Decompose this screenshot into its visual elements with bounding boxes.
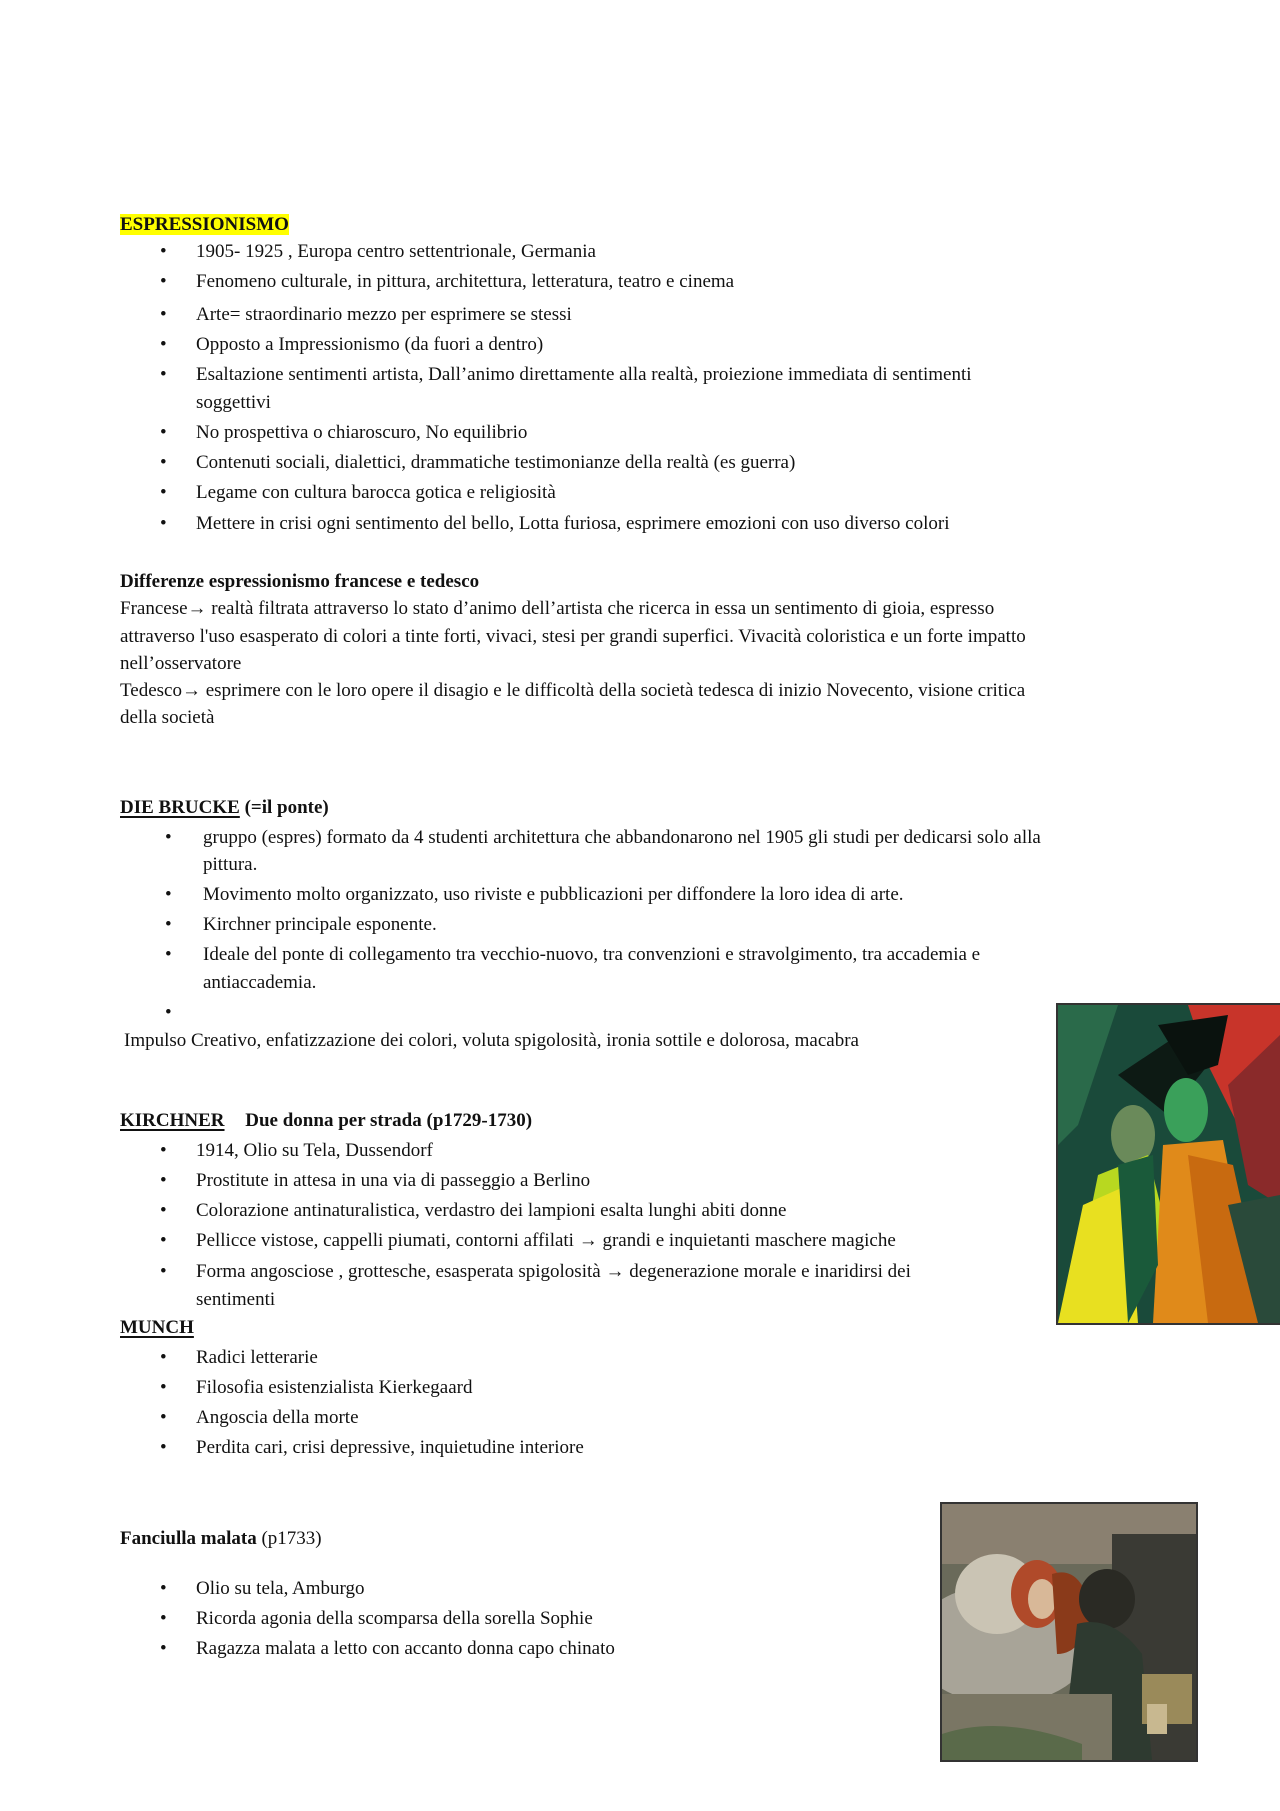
paragraph-impulso: Impulso Creativo, enfatizzazione dei colori, voluta spigolosità, ironia sottile e dolorosa, macabra bbox=[124, 1030, 859, 1051]
munch-title: MUNCH bbox=[120, 1317, 194, 1338]
kirchner-painting-image bbox=[1056, 1003, 1280, 1325]
heading-munch bbox=[120, 1314, 194, 1341]
heading-kirchner bbox=[120, 1107, 532, 1134]
kirchner-subtitle: Due donna per strada (p1729-1730) bbox=[245, 1110, 533, 1131]
paragraph-line: Francese→ realtà filtrata attraverso lo stato d’animo dell’artista che ricerca in essa un sentimento di gioia, espresso bbox=[120, 598, 995, 619]
painting-icon bbox=[942, 1504, 1196, 1760]
paragraph-line: nell’osservatore bbox=[120, 653, 242, 674]
kirchner-title: KIRCHNER bbox=[120, 1110, 225, 1131]
heading-differenze: Differenze espressionismo francese e tedesco bbox=[120, 571, 480, 592]
fanciulla-subtitle: (p1733) bbox=[256, 1528, 322, 1549]
paragraph-line: della società bbox=[120, 707, 215, 728]
heading-fanciulla bbox=[120, 1525, 322, 1552]
munch-painting-image bbox=[940, 1502, 1198, 1762]
heading-espressionismo bbox=[120, 211, 289, 238]
document-page: ESPRESSIONISMO • 1905- 1925 , Europa centro settentrionale, Germania • Fenomeno culturale, in pittura, architettura, letteratura, teatro e cinema • Arte= straordinario mezzo per esprimere se stessi • Opposto a Impressionismo (da fuori a dentro) • Esaltazione sentimenti artista, Dall’animo direttamente alla realtà, proiezione immediata di sentimenti soggettivi • No prospettiva o chiaroscuro, No equilibrio • Contenuti sociali, dialettici, drammatiche testimonianze della realtà (es guerra) • Legame con cultura barocca gotica e religiosità • Mettere in crisi ogni sentimento del bello, Lotta furiosa, esprimere emozioni con uso diverso colori Differenze espressionismo francese e tedesco Francese→ realtà filtrata attraverso lo stato d’animo dell’artista che ricerca in essa un sentimento di gioia, espresso attraverso l'uso esasperato di colori a tinte forti, vivaci, stesi per grandi superfici. Vivacità coloristica e un forte impatto nell’osservatore Tedesco→ esprimere con le loro opere il disagio e le difficoltà della società tedesca di inizio Novecento, visione critica della società DIE BRUCKE (=il ponte) • gruppo (espres) formato da 4 studenti architettura che abbandonarono nel 1905 gli studi per dedicarsi solo alla pittura. • Movimento molto organizzato, uso riviste e pubblicazioni per diffondere la loro idea di arte. • Kirchner principale esponente. • Ideale del ponte di collegamento tra vecchio-nuovo, tra convenzioni e stravolgimento, tra accademia e antiaccademia. • Impulso Creativo, enfatizzazione dei colori, voluta spigolosità, ironia sottile e dolorosa, macabra KIRCHNER Due donna per strada (p1729-1730) • 1914, Olio su Tela, Dussendorf • Prostitute in attesa in una via di passeggio a Berlino • Colorazione antinaturalistica, verdastro dei lampioni esalta lunghi abiti donne • Pellicce vistose, cappelli piumati, contorni affilati → grandi e inquietanti maschere magiche • Forma angosciose , grottesche, esasperata spigolosità → degenerazione morale e inaridirsi dei sentimenti MUNCH • Radici letterarie • Filosofia esistenzialista Kierkegaard • Angoscia della morte • Perdita cari, crisi depressive, inquietudine interiore Fanciulla malata (p1733) • Olio su tela, Amburgo • Ricorda agonia della scomparsa della sorella Sophie • Ragazza malata a letto con accanto donna capo chinato bbox=[0, 0, 1280, 1811]
fanciulla-title: Fanciulla malata bbox=[120, 1528, 257, 1549]
paragraph-line: Tedesco→ esprimere con le loro opere il disagio e le difficoltà della società tedesca di inizio Novecento, visione critica bbox=[120, 680, 1026, 701]
heading-die-brucke bbox=[120, 794, 329, 821]
brucke-title: DIE BRUCKE bbox=[120, 797, 240, 818]
painting-icon bbox=[1058, 1005, 1280, 1323]
highlighted-title: ESPRESSIONISMO bbox=[120, 214, 289, 235]
brucke-subtitle: (=il ponte) bbox=[239, 797, 329, 818]
paragraph-line: attraverso l'uso esasperato di colori a tinte forti, vivaci, stesi per grandi superfici. Vivacità coloristica e un forte impatto bbox=[120, 626, 1026, 647]
